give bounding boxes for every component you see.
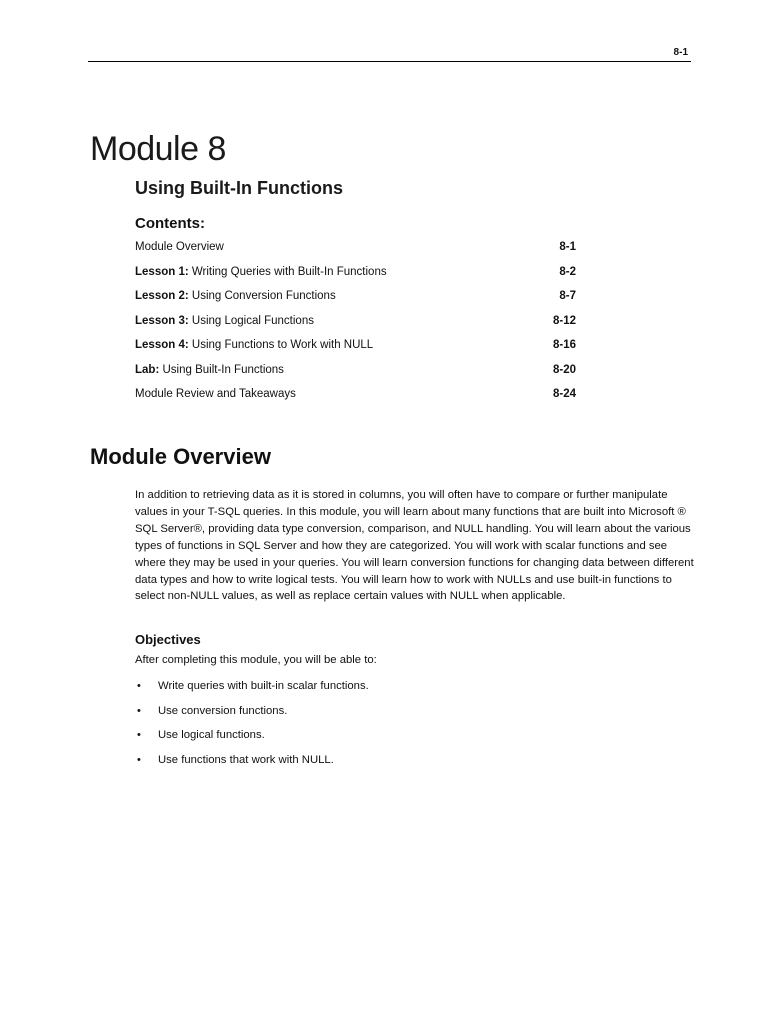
toc-entry-title [135,312,314,337]
toc-entry-lesson-1[interactable] [135,263,576,288]
toc-entry-prefix: Lab: [135,363,160,376]
toc-entry-title [135,385,296,410]
bullet-icon: • [137,680,141,692]
toc-entry-title [135,263,387,288]
module-title: Module 8 [90,130,226,168]
objective-text: Use functions that work with NULL. [158,753,334,766]
objective-item [135,752,369,777]
toc-entry-page: 8-24 [552,388,576,400]
toc-entry-page: 8-16 [552,339,576,351]
toc-entry-label: Module Review and Takeaways [135,388,296,400]
toc-entry-module-review[interactable] [135,385,576,410]
objective-item [135,727,369,752]
toc-entry-prefix: Lesson 1: [135,265,189,278]
bullet-icon: • [137,729,141,741]
toc-entry-page: 8-2 [559,265,576,278]
toc-entry-label: Using Logical Functions [188,314,314,327]
toc-entry-label: Using Functions to Work with NULL [188,339,374,351]
objective-text: Use logical functions. [158,729,265,741]
bullet-icon: • [137,753,141,766]
objective-item [135,703,369,728]
toc-entry-prefix: Lesson 3: [135,314,189,327]
toc-entry-page: 8-1 [559,241,576,253]
toc-entry-title [135,336,373,361]
module-overview-paragraph: In addition to retrieving data as it is stored in columns, you will often have to compare or further manipulate values in your T-SQL queries. In this module, you will learn about many functions that are built into Microsoft ® SQL Server®, providing data type conversion, comparison, and NULL handling. You will learn about the various types of functions in SQL Server and how they are categorized. You will work with scalar functions and see where they may be used in your queries. You will learn conversion functions for changing data between different data types and how to write logical tests. You will learn how to work with NULLs and use built-in functions to select non-NULL values, as well as replace certain values with NULL when applicable. [135,489,694,603]
toc-entry-module-overview[interactable] [135,238,576,263]
toc-entry-prefix: Lesson 4: [135,339,189,351]
toc-entry-lab[interactable] [135,361,576,386]
bullet-icon: • [137,704,141,717]
page-number: 8-1 [673,47,688,58]
contents-heading: Contents: [135,215,205,232]
header-rule [88,61,691,62]
objectives-intro: After completing this module, you will be able to: [135,654,377,666]
toc-entry-lesson-2[interactable] [135,287,576,312]
toc-entry-page: 8-7 [559,290,576,302]
module-overview-heading: Module Overview [90,444,271,469]
objectives-list [135,678,369,776]
toc-entry-label: Module Overview [135,241,224,253]
toc-entry-lesson-3[interactable] [135,312,576,337]
objectives-heading: Objectives [135,632,201,647]
toc-entry-page: 8-12 [552,314,576,327]
toc-entry-label: Using Built-In Functions [159,363,284,376]
toc-entry-label: Writing Queries with Built-In Functions [188,265,387,278]
toc-entry-title [135,238,224,263]
toc-entry-prefix: Lesson 2: [135,290,189,302]
table-of-contents [135,238,576,410]
objective-text: Use conversion functions. [158,704,288,717]
objective-text: Write queries with built-in scalar functions. [158,680,369,692]
toc-entry-lesson-4[interactable] [135,336,576,361]
module-subtitle: Using Built-In Functions [135,178,343,198]
toc-entry-title [135,361,284,386]
toc-entry-label: Using Conversion Functions [188,290,336,302]
objective-item [135,678,369,703]
toc-entry-page: 8-20 [552,363,576,376]
toc-entry-title [135,287,336,312]
